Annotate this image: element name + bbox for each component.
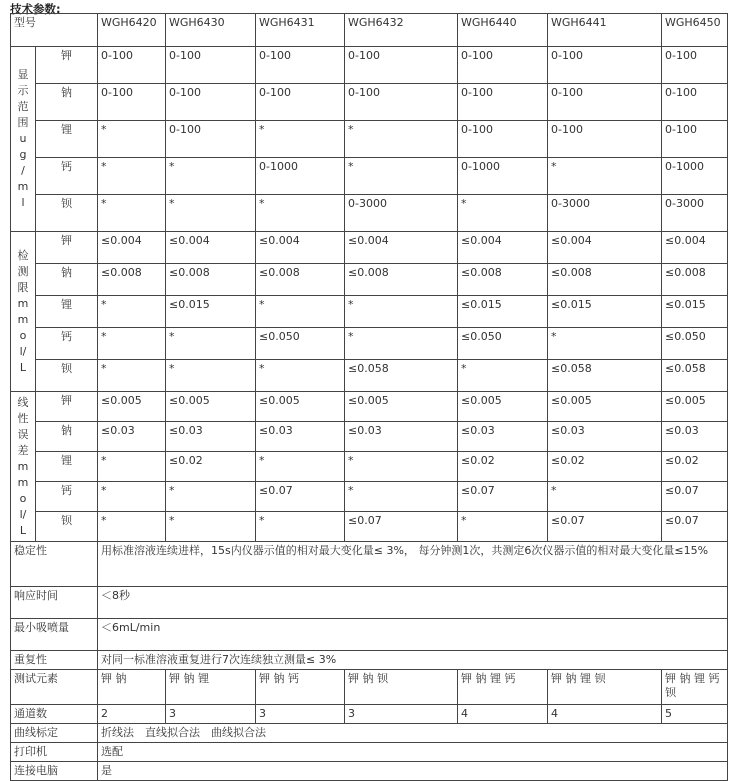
value-cell: 0-100 xyxy=(345,84,458,121)
group-label-char: l xyxy=(21,196,25,209)
group-label-char: m xyxy=(17,475,29,489)
value-cell: ≤0.03 xyxy=(662,422,728,452)
value-cell: * xyxy=(256,360,345,392)
group-label-char: 测 xyxy=(17,264,29,278)
response-time-row xyxy=(11,587,728,619)
value-cell: ≤0.005 xyxy=(458,392,548,422)
group-label-char: m xyxy=(17,180,29,193)
channel-count-cell: 4 xyxy=(458,705,548,724)
min-suction-label: 最小吸喷量 xyxy=(11,619,98,651)
value-cell: * xyxy=(98,328,166,360)
model-name: WGH6441 xyxy=(548,14,662,47)
test-elements-cell: 钾 钠 锂 钙 钡 xyxy=(662,670,728,705)
group-label-char: 范 xyxy=(17,100,29,113)
element-label: 钾 xyxy=(36,392,98,422)
value-cell: ≤0.004 xyxy=(458,232,548,264)
value-cell: * xyxy=(166,360,256,392)
value-cell: ≤0.005 xyxy=(98,392,166,422)
test-elements-label: 测试元素 xyxy=(11,670,98,705)
value-cell: ≤0.02 xyxy=(166,452,256,482)
element-label: 钙 xyxy=(36,482,98,512)
response-time-label: 响应时间 xyxy=(11,587,98,619)
value-cell: * xyxy=(98,482,166,512)
test-elements-cell: 钾 钠 钡 xyxy=(345,670,458,705)
model-name: WGH6450 xyxy=(662,14,728,47)
value-cell: * xyxy=(166,195,256,232)
value-cell: ≤0.008 xyxy=(98,264,166,296)
value-cell: * xyxy=(166,158,256,195)
value-cell: * xyxy=(345,158,458,195)
channel-count-row xyxy=(11,705,728,724)
test-elements-cell: 钾 钠 xyxy=(98,670,166,705)
printer-text: 选配 xyxy=(98,743,728,762)
value-cell: ≤0.07 xyxy=(458,482,548,512)
model-name: WGH6440 xyxy=(458,14,548,47)
value-cell: 0-100 xyxy=(345,47,458,84)
test-elements-row xyxy=(11,670,728,705)
element-label: 钡 xyxy=(36,195,98,232)
data-row xyxy=(11,328,728,360)
value-cell: * xyxy=(98,121,166,158)
group-label-char: 限 xyxy=(17,280,29,294)
value-cell: ≤0.015 xyxy=(548,296,662,328)
value-cell: ≤0.050 xyxy=(256,328,345,360)
value-cell: 0-100 xyxy=(256,84,345,121)
group-label-char: 性 xyxy=(17,411,29,425)
value-cell: * xyxy=(345,121,458,158)
value-cell: ≤0.008 xyxy=(166,264,256,296)
value-cell: * xyxy=(166,512,256,542)
value-cell: 0-3000 xyxy=(662,195,728,232)
value-cell: ≤0.015 xyxy=(662,296,728,328)
test-elements-cell: 钾 钠 钙 xyxy=(256,670,345,705)
channel-count-cell: 2 xyxy=(98,705,166,724)
value-cell: ≤0.07 xyxy=(548,512,662,542)
value-cell: ≤0.07 xyxy=(662,512,728,542)
data-row xyxy=(11,392,728,422)
data-row xyxy=(11,482,728,512)
value-cell: * xyxy=(166,328,256,360)
value-cell: 0-100 xyxy=(458,47,548,84)
group-label-char: m xyxy=(17,312,29,326)
value-cell: ≤0.050 xyxy=(458,328,548,360)
value-cell: * xyxy=(458,360,548,392)
stability-row xyxy=(11,542,728,587)
model-name: WGH6432 xyxy=(345,14,458,47)
pc-connection-label: 连接电脑 xyxy=(11,762,98,781)
value-cell: ≤0.008 xyxy=(662,264,728,296)
value-cell: ≤0.004 xyxy=(98,232,166,264)
value-cell: 0-100 xyxy=(662,84,728,121)
element-label: 锂 xyxy=(36,452,98,482)
data-row xyxy=(11,422,728,452)
repeatability-text: 对同一标准溶液重复进行7次连续独立测量≤ 3% xyxy=(98,651,728,670)
stability-text: 用标准溶液连续进样，15s内仪器示值的相对最大变化量≤ 3%， 每分钟测1次，共测定6次仪器示值的相对最大变化量≤15% xyxy=(98,542,728,587)
section-heading: 技术参数: xyxy=(10,2,61,16)
value-cell: * xyxy=(256,452,345,482)
data-row xyxy=(11,232,728,264)
data-row xyxy=(11,452,728,482)
value-cell: ≤0.07 xyxy=(256,482,345,512)
value-cell: ≤0.02 xyxy=(662,452,728,482)
value-cell: ≤0.005 xyxy=(662,392,728,422)
group-label xyxy=(11,392,36,542)
data-row xyxy=(11,47,728,84)
data-row xyxy=(11,158,728,195)
data-row xyxy=(11,121,728,158)
value-cell: ≤0.02 xyxy=(548,452,662,482)
curve-calibration-row xyxy=(11,724,728,743)
value-cell: * xyxy=(166,482,256,512)
value-cell: * xyxy=(345,452,458,482)
group-label-char: 差 xyxy=(17,443,29,457)
value-cell: ≤0.004 xyxy=(345,232,458,264)
group-label-char: 显 xyxy=(17,68,29,81)
value-cell: 0-100 xyxy=(98,84,166,121)
model-label: 型号 xyxy=(11,14,98,47)
element-label: 锂 xyxy=(36,121,98,158)
group-label-char: 检 xyxy=(17,248,29,262)
channel-count-cell: 3 xyxy=(345,705,458,724)
value-cell: ≤0.058 xyxy=(662,360,728,392)
spec-table-body xyxy=(11,14,728,781)
element-label: 钠 xyxy=(36,84,98,121)
data-row xyxy=(11,264,728,296)
value-cell: ≤0.015 xyxy=(458,296,548,328)
element-label: 锂 xyxy=(36,296,98,328)
value-cell: * xyxy=(98,452,166,482)
value-cell: ≤0.015 xyxy=(166,296,256,328)
value-cell: ≤0.008 xyxy=(345,264,458,296)
group-label-char: m xyxy=(17,459,29,473)
element-label: 钙 xyxy=(36,328,98,360)
data-row xyxy=(11,296,728,328)
value-cell: ≤0.008 xyxy=(458,264,548,296)
value-cell: * xyxy=(548,328,662,360)
value-cell: 0-100 xyxy=(548,121,662,158)
curve-calibration-label: 曲线标定 xyxy=(11,724,98,743)
value-cell: 0-100 xyxy=(548,47,662,84)
value-cell: * xyxy=(458,512,548,542)
data-row xyxy=(11,360,728,392)
value-cell: * xyxy=(548,158,662,195)
value-cell: ≤0.005 xyxy=(548,392,662,422)
channel-count-cell: 5 xyxy=(662,705,728,724)
group-label-char: l/ xyxy=(19,344,27,358)
group-label-char: 线 xyxy=(17,395,29,409)
element-label: 钾 xyxy=(36,47,98,84)
group-label xyxy=(11,47,36,232)
group-label-char: L xyxy=(19,523,27,537)
data-row xyxy=(11,512,728,542)
value-cell: 0-100 xyxy=(166,121,256,158)
group-label xyxy=(11,232,36,392)
value-cell: * xyxy=(98,360,166,392)
channel-count-cell: 4 xyxy=(548,705,662,724)
model-name: WGH6430 xyxy=(166,14,256,47)
value-cell: ≤0.004 xyxy=(166,232,256,264)
data-row xyxy=(11,84,728,121)
group-label-char: l/ xyxy=(19,507,27,521)
curve-calibration-text: 折线法 直线拟合法 曲线拟合法 xyxy=(98,724,728,743)
channel-count-cell: 3 xyxy=(166,705,256,724)
group-label-char: u xyxy=(19,132,27,145)
value-cell: ≤0.03 xyxy=(458,422,548,452)
printer-label: 打印机 xyxy=(11,743,98,762)
element-label: 钾 xyxy=(36,232,98,264)
value-cell: * xyxy=(256,195,345,232)
value-cell: ≤0.03 xyxy=(256,422,345,452)
header-row xyxy=(11,14,728,47)
stability-label: 稳定性 xyxy=(11,542,98,587)
group-label-char: L xyxy=(19,360,27,374)
value-cell: ≤0.008 xyxy=(548,264,662,296)
value-cell: * xyxy=(98,512,166,542)
element-label: 钠 xyxy=(36,264,98,296)
value-cell: ≤0.03 xyxy=(345,422,458,452)
value-cell: * xyxy=(98,195,166,232)
value-cell: ≤0.005 xyxy=(166,392,256,422)
value-cell: ≤0.050 xyxy=(662,328,728,360)
value-cell: ≤0.008 xyxy=(256,264,345,296)
model-name: WGH6420 xyxy=(98,14,166,47)
model-name: WGH6431 xyxy=(256,14,345,47)
channel-count-cell: 3 xyxy=(256,705,345,724)
group-label-char: g xyxy=(19,148,27,161)
value-cell: 0-1000 xyxy=(458,158,548,195)
value-cell: ≤0.004 xyxy=(662,232,728,264)
test-elements-cell: 钾 钠 锂 xyxy=(166,670,256,705)
value-cell: ≤0.07 xyxy=(662,482,728,512)
group-label-char: / xyxy=(21,164,25,177)
group-label-char: o xyxy=(19,491,27,505)
value-cell: ≤0.004 xyxy=(256,232,345,264)
value-cell: ≤0.03 xyxy=(548,422,662,452)
value-cell: 0-3000 xyxy=(548,195,662,232)
value-cell: * xyxy=(256,296,345,328)
value-cell: * xyxy=(98,296,166,328)
value-cell: ≤0.004 xyxy=(548,232,662,264)
repeatability-label: 重复性 xyxy=(11,651,98,670)
value-cell: 0-100 xyxy=(662,121,728,158)
value-cell: 0-1000 xyxy=(256,158,345,195)
value-cell: ≤0.005 xyxy=(256,392,345,422)
value-cell: 0-100 xyxy=(662,47,728,84)
value-cell: ≤0.058 xyxy=(548,360,662,392)
element-label: 钡 xyxy=(36,512,98,542)
value-cell: 0-100 xyxy=(166,47,256,84)
test-elements-cell: 钾 钠 锂 钙 xyxy=(458,670,548,705)
group-label-char: 误 xyxy=(17,427,29,441)
value-cell: * xyxy=(548,482,662,512)
value-cell: * xyxy=(345,482,458,512)
value-cell: 0-3000 xyxy=(345,195,458,232)
spec-table xyxy=(10,13,728,781)
pc-connection-text: 是 xyxy=(98,762,728,781)
data-row xyxy=(11,195,728,232)
value-cell: * xyxy=(458,195,548,232)
group-label-char: m xyxy=(17,296,29,310)
min-suction-row xyxy=(11,619,728,651)
repeatability-row xyxy=(11,651,728,670)
element-label: 钙 xyxy=(36,158,98,195)
group-label-char: 围 xyxy=(17,116,29,129)
value-cell: 0-100 xyxy=(166,84,256,121)
value-cell: ≤0.02 xyxy=(458,452,548,482)
group-label-char: 示 xyxy=(17,84,29,97)
value-cell: * xyxy=(345,296,458,328)
value-cell: ≤0.005 xyxy=(345,392,458,422)
value-cell: 0-100 xyxy=(458,121,548,158)
value-cell: ≤0.03 xyxy=(166,422,256,452)
value-cell: * xyxy=(345,328,458,360)
channel-count-label: 通道数 xyxy=(11,705,98,724)
value-cell: ≤0.07 xyxy=(345,512,458,542)
element-label: 钡 xyxy=(36,360,98,392)
test-elements-cell: 钾 钠 锂 钡 xyxy=(548,670,662,705)
min-suction-text: ＜6mL/min xyxy=(98,619,728,651)
element-label: 钠 xyxy=(36,422,98,452)
value-cell: ≤0.03 xyxy=(98,422,166,452)
value-cell: 0-100 xyxy=(548,84,662,121)
value-cell: * xyxy=(256,512,345,542)
value-cell: 0-100 xyxy=(98,47,166,84)
pc-connection-row xyxy=(11,762,728,781)
value-cell: ≤0.058 xyxy=(345,360,458,392)
value-cell: * xyxy=(256,121,345,158)
response-time-text: ＜8秒 xyxy=(98,587,728,619)
value-cell: * xyxy=(98,158,166,195)
group-label-char: o xyxy=(19,328,27,342)
value-cell: 0-100 xyxy=(458,84,548,121)
value-cell: 0-1000 xyxy=(662,158,728,195)
printer-row xyxy=(11,743,728,762)
value-cell: 0-100 xyxy=(256,47,345,84)
